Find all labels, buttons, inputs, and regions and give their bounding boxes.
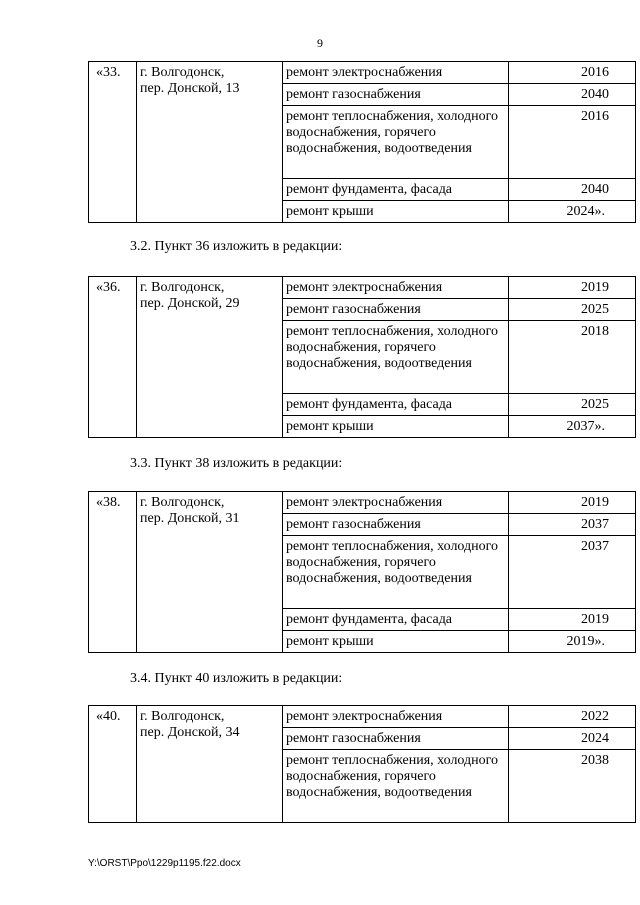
work-type-cell: ремонт газоснабжения	[283, 514, 509, 536]
table-row	[89, 706, 636, 728]
year-cell: 2025	[509, 394, 636, 416]
address-line-2: пер. Донской, 31	[140, 511, 240, 526]
year-cell: 2024».	[509, 201, 636, 223]
work-type-cell: ремонт фундамента, фасада	[283, 609, 509, 631]
work-type-cell: ремонт теплоснабжения, холодного водоснабжения, горячего водоснабжения, водоотведения	[283, 750, 509, 823]
year-cell: 2040	[509, 84, 636, 106]
address-cell	[137, 706, 283, 823]
table-row	[89, 492, 636, 514]
item-38-table	[88, 491, 636, 653]
address-line-2: пер. Донской, 29	[140, 296, 240, 311]
work-type-cell: ремонт крыши	[283, 631, 509, 653]
page-number: 9	[317, 36, 323, 50]
work-type-cell: ремонт электроснабжения	[283, 492, 509, 514]
year-cell: 2037	[509, 536, 636, 609]
work-type-cell: ремонт электроснабжения	[283, 62, 509, 84]
work-type-cell: ремонт фундамента, фасада	[283, 394, 509, 416]
work-type-cell: ремонт крыши	[283, 201, 509, 223]
section-heading-3-2: 3.2. Пункт 36 изложить в редакции:	[130, 239, 343, 254]
year-cell: 2016	[509, 106, 636, 179]
item-number: «38.	[89, 492, 137, 653]
work-type-cell: ремонт фундамента, фасада	[283, 179, 509, 201]
year-cell: 2019».	[509, 631, 636, 653]
work-type-cell: ремонт теплоснабжения, холодного водоснабжения, горячего водоснабжения, водоотведения	[283, 106, 509, 179]
year-cell: 2038	[509, 750, 636, 823]
year-cell: 2018	[509, 321, 636, 394]
section-heading-3-3: 3.3. Пункт 38 изложить в редакции:	[130, 456, 343, 471]
table-row	[89, 62, 636, 84]
year-cell: 2019	[509, 277, 636, 299]
address-line-1: г. Волгодонск,	[140, 280, 225, 295]
year-cell: 2040	[509, 179, 636, 201]
work-type-cell: ремонт газоснабжения	[283, 84, 509, 106]
address-line-1: г. Волгодонск,	[140, 495, 225, 510]
work-type-cell: ремонт крыши	[283, 416, 509, 438]
address-line-1: г. Волгодонск,	[140, 65, 225, 80]
address-line-1: г. Волгодонск,	[140, 709, 225, 724]
address-line-2: пер. Донской, 34	[140, 725, 240, 740]
year-cell: 2025	[509, 299, 636, 321]
work-type-cell: ремонт газоснабжения	[283, 728, 509, 750]
item-36-table	[88, 276, 636, 438]
year-cell: 2019	[509, 609, 636, 631]
table-row	[89, 277, 636, 299]
address-cell	[137, 492, 283, 653]
item-number: «33.	[89, 62, 137, 223]
year-cell: 2037	[509, 514, 636, 536]
work-type-cell: ремонт электроснабжения	[283, 277, 509, 299]
year-cell: 2024	[509, 728, 636, 750]
work-type-cell: ремонт теплоснабжения, холодного водоснабжения, горячего водоснабжения, водоотведения	[283, 536, 509, 609]
item-40-table	[88, 705, 636, 823]
file-path-footer: Y:\ORST\Ppo\1229p1195.f22.docx	[88, 858, 241, 869]
item-number: «36.	[89, 277, 137, 438]
address-cell	[137, 277, 283, 438]
year-cell: 2019	[509, 492, 636, 514]
work-type-cell: ремонт теплоснабжения, холодного водоснабжения, горячего водоснабжения, водоотведения	[283, 321, 509, 394]
address-cell	[137, 62, 283, 223]
work-type-cell: ремонт электроснабжения	[283, 706, 509, 728]
year-cell: 2037».	[509, 416, 636, 438]
year-cell: 2022	[509, 706, 636, 728]
item-33-table	[88, 61, 636, 223]
section-heading-3-4: 3.4. Пункт 40 изложить в редакции:	[130, 671, 343, 686]
work-type-cell: ремонт газоснабжения	[283, 299, 509, 321]
address-line-2: пер. Донской, 13	[140, 81, 240, 96]
year-cell: 2016	[509, 62, 636, 84]
item-number: «40.	[89, 706, 137, 823]
